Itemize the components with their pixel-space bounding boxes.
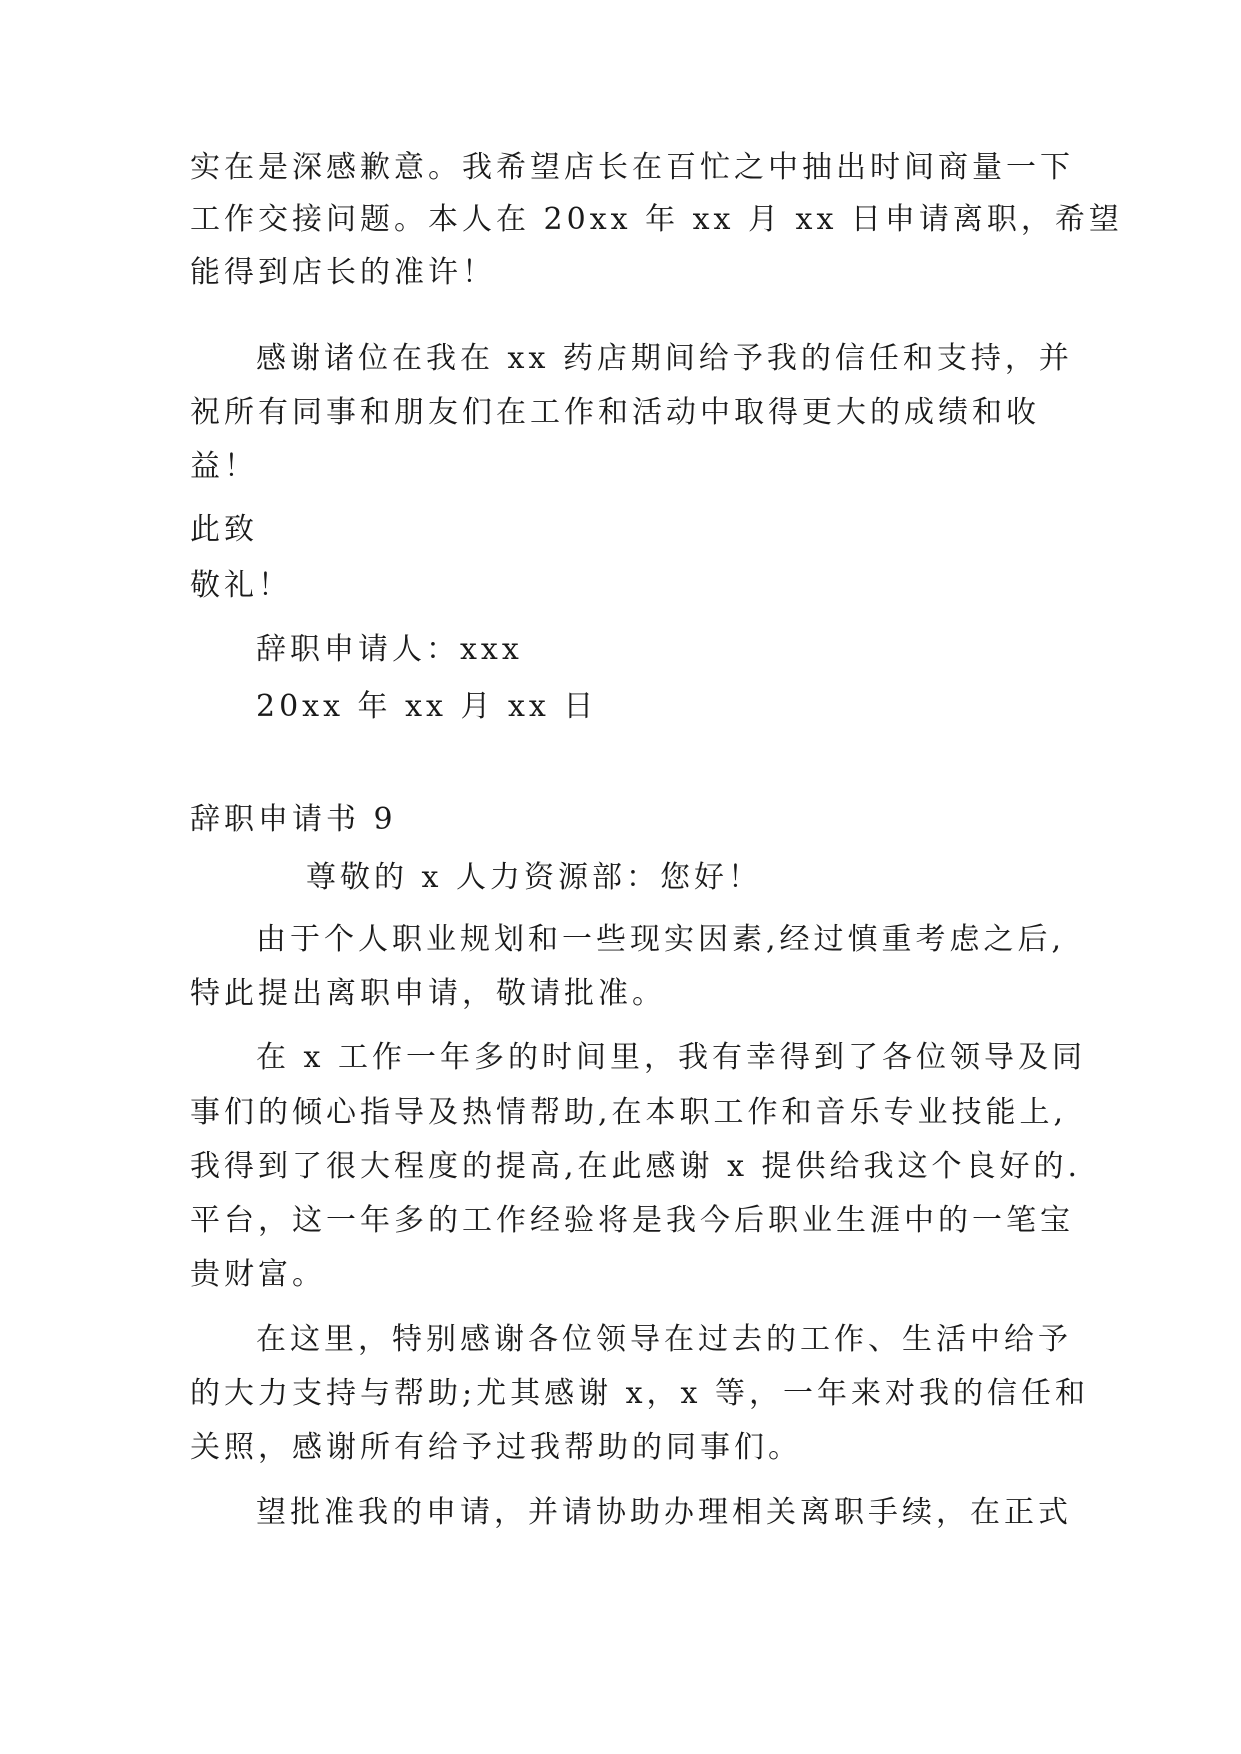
paragraph-line: 在这里，特别感谢各位领导在过去的工作、生活中给予 <box>256 1322 1072 1357</box>
paragraph-line: 我得到了很大程度的提高,在此感谢 x 提供给我这个良好的. <box>190 1149 1082 1184</box>
paragraph-line: 平台，这一年多的工作经验将是我今后职业生涯中的一笔宝 <box>190 1203 1074 1238</box>
closing-cizhi: 此致 <box>190 512 258 547</box>
paragraph-line: 工作交接问题。本人在 20xx 年 xx 月 xx 日申请离职，希望 <box>190 202 1123 237</box>
paragraph-line: 望批准我的申请，并请协助办理相关离职手续，在正式 <box>256 1495 1072 1530</box>
paragraph-line: 关照，感谢所有给予过我帮助的同事们。 <box>190 1430 802 1465</box>
paragraph-line: 事们的倾心指导及热情帮助,在本职工作和音乐专业技能上, <box>190 1095 1068 1130</box>
paragraph-line: 贵财富。 <box>190 1257 326 1292</box>
paragraph-line: 在 x 工作一年多的时间里，我有幸得到了各位领导及同 <box>256 1040 1086 1075</box>
signature-date: 20xx 年 xx 月 xx 日 <box>256 689 598 724</box>
letter-greeting: 尊敬的 x 人力资源部：您好！ <box>306 860 762 895</box>
paragraph-line: 由于个人职业规划和一些现实因素,经过慎重考虑之后, <box>256 922 1066 957</box>
paragraph-line: 祝所有同事和朋友们在工作和活动中取得更大的成绩和收 <box>190 395 1040 430</box>
paragraph-line: 的大力支持与帮助;尤其感谢 x，x 等，一年来对我的信任和 <box>190 1376 1090 1411</box>
paragraph-line: 益！ <box>190 449 258 484</box>
paragraph-line: 感谢诸位在我在 xx 药店期间给予我的信任和支持，并 <box>256 341 1073 376</box>
paragraph-line: 特此提出离职申请，敬请批准。 <box>190 976 666 1011</box>
paragraph-line: 实在是深感歉意。我希望店长在百忙之中抽出时间商量一下 <box>190 150 1074 185</box>
paragraph-line: 能得到店长的准许！ <box>190 255 496 290</box>
signature-applicant: 辞职申请人：xxx <box>256 632 523 667</box>
closing-jingli: 敬礼！ <box>190 568 292 603</box>
letter-title: 辞职申请书 9 <box>190 802 397 837</box>
